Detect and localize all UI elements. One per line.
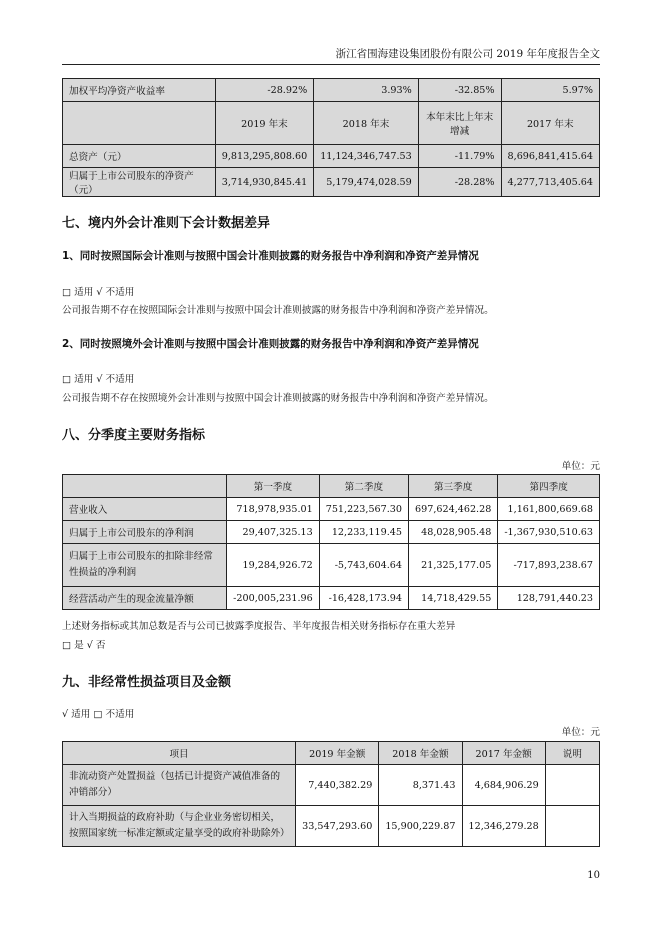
- table-cell: 5,179,474,028.59: [314, 168, 419, 197]
- table-cell: 19,284,926.72: [227, 544, 320, 587]
- table-cell: -28.92%: [215, 79, 313, 102]
- table-row: [63, 806, 600, 847]
- table-cell: 14,718,429.55: [409, 587, 498, 610]
- table-row: [63, 168, 600, 197]
- column-header: 2017 年末: [501, 102, 599, 145]
- table-cell: -717,893,238.67: [498, 544, 600, 587]
- table-cell: 9,813,295,808.60: [215, 145, 313, 168]
- table-row: [63, 765, 600, 806]
- column-header-line: 本年末比上年末: [426, 112, 494, 123]
- row-label: 归属于上市公司股东的扣除非经常性损益的净利润: [63, 544, 227, 587]
- table-cell: [545, 806, 599, 847]
- row-label: 归属于上市公司股东的净利润: [63, 521, 227, 544]
- table-header-row: [63, 475, 600, 498]
- unit-label-2: 单位：元: [561, 727, 600, 738]
- column-header: 2017 年金额: [462, 742, 545, 765]
- column-header: 第四季度: [498, 475, 600, 498]
- page-header: 浙江省围海建设集团股份有限公司 2019 年年度报告全文: [335, 48, 600, 60]
- row-label: 非流动资产处置损益（包括已计提资产减值准备的冲销部分）: [63, 765, 296, 806]
- section-9-title: 九、非经常性损益项目及金额: [62, 675, 232, 690]
- table-cell: 48,028,905.48: [409, 521, 498, 544]
- table-header-row: [63, 742, 600, 765]
- table-row: [63, 521, 600, 544]
- table-cell: -16,428,173.94: [319, 587, 408, 610]
- table-cell: -200,005,231.96: [227, 587, 320, 610]
- table-cell: 总资产（元）: [63, 145, 216, 168]
- row-label: 经营活动产生的现金流量净额: [63, 587, 227, 610]
- subsection-1-title: 1、同时按照国际会计准则与按照中国会计准则披露的财务报告中净利润和净资产差异情况: [62, 250, 479, 262]
- table-cell: 3,714,930,845.41: [215, 168, 313, 197]
- table-cell: -32.85%: [418, 79, 501, 102]
- table-cell: -5,743,604.64: [319, 544, 408, 587]
- section-9-option: √ 适用 □ 不适用: [62, 709, 135, 720]
- quarterly-note-option: □ 是 √ 否: [62, 640, 106, 651]
- table-cell: 128,791,440.23: [498, 587, 600, 610]
- table-cell: 12,346,279.28: [462, 806, 545, 847]
- unit-label: 单位：元: [561, 461, 600, 472]
- column-header: 第一季度: [227, 475, 320, 498]
- table-cell: 697,624,462.28: [409, 498, 498, 521]
- column-header: 说明: [545, 742, 599, 765]
- table-cell: -1,367,930,510.63: [498, 521, 600, 544]
- non-recurring-items-table: [62, 741, 600, 847]
- table-cell: 加权平均净资产收益率: [63, 79, 216, 102]
- table-cell: -28.28%: [418, 168, 501, 197]
- section-8-title: 八、分季度主要财务指标: [62, 428, 206, 443]
- table-cell: 3.93%: [314, 79, 419, 102]
- subsection-2-text: 公司报告期不存在按照境外会计准则与按照中国会计准则披露的财务报告中净利润和净资产差异情况。: [62, 393, 494, 404]
- table-cell: 33,547,293.60: [296, 806, 379, 847]
- table-row: [63, 587, 600, 610]
- row-label: 计入当期损益的政府补助（与企业业务密切相关，按照国家统一标准定额或定量享受的政府补助除外）: [63, 806, 296, 847]
- column-header: 2018 年金额: [379, 742, 462, 765]
- column-header: [63, 475, 227, 498]
- column-header-line: 增减: [450, 126, 470, 137]
- column-header: 项目: [63, 742, 296, 765]
- table-cell: 1,161,800,669.68: [498, 498, 600, 521]
- table-row: [63, 145, 600, 168]
- table-row: [63, 79, 600, 102]
- quarterly-note: 上述财务指标或其加总数是否与公司已披露季度报告、半年度报告相关财务指标存在重大差异: [62, 621, 456, 632]
- table-cell: 11,124,346,747.53: [314, 145, 419, 168]
- table-cell: 7,440,382.29: [296, 765, 379, 806]
- page-number: 10: [587, 870, 600, 881]
- column-header: [418, 102, 501, 145]
- table-cell: [63, 102, 216, 145]
- subsection-2-option: □ 适用 √ 不适用: [62, 374, 135, 385]
- table-cell: 21,325,177.05: [409, 544, 498, 587]
- table-cell: 4,277,713,405.64: [501, 168, 599, 197]
- quarterly-indicators-table: [62, 474, 600, 610]
- table-cell: 8,371.43: [379, 765, 462, 806]
- table-cell: 12,233,119.45: [319, 521, 408, 544]
- table-cell: 751,223,567.30: [319, 498, 408, 521]
- table-cell: -11.79%: [418, 145, 501, 168]
- row-label: 营业收入: [63, 498, 227, 521]
- table-header-row: [63, 102, 600, 145]
- column-header: 第三季度: [409, 475, 498, 498]
- column-header: 2019 年末: [215, 102, 313, 145]
- table-cell: 29,407,325.13: [227, 521, 320, 544]
- table-cell: 15,900,229.87: [379, 806, 462, 847]
- column-header: 2019 年金额: [296, 742, 379, 765]
- table-cell: 4,684,906.29: [462, 765, 545, 806]
- table-cell: 归属于上市公司股东的净资产（元）: [63, 168, 216, 197]
- table-row: [63, 544, 600, 587]
- table-cell: 8,696,841,415.64: [501, 145, 599, 168]
- column-header: 第二季度: [319, 475, 408, 498]
- subsection-1-text: 公司报告期不存在按照国际会计准则与按照中国会计准则披露的财务报告中净利润和净资产差异情况。: [62, 305, 494, 316]
- column-header: 2018 年末: [314, 102, 419, 145]
- table-cell: 5.97%: [501, 79, 599, 102]
- subsection-2-title: 2、同时按照境外会计准则与按照中国会计准则披露的财务报告中净利润和净资产差异情况: [62, 338, 479, 350]
- table-cell: [545, 765, 599, 806]
- header-divider: [62, 64, 600, 65]
- table-cell: 718,978,935.01: [227, 498, 320, 521]
- key-indicators-table: [62, 78, 600, 197]
- subsection-1-option: □ 适用 √ 不适用: [62, 287, 135, 298]
- section-7-title: 七、境内外会计准则下会计数据差异: [62, 216, 271, 231]
- table-row: [63, 498, 600, 521]
